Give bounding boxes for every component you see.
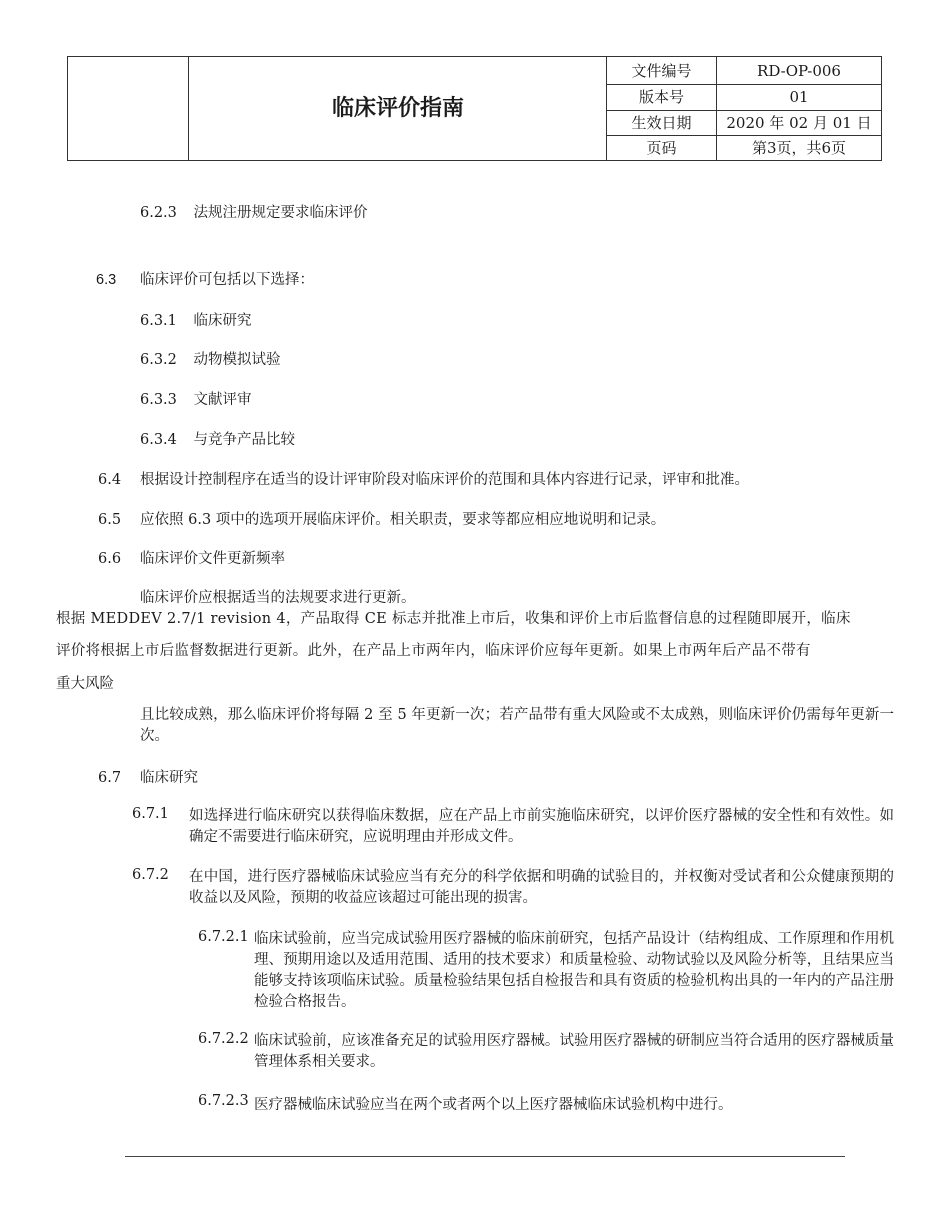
paragraph: 临床评价应根据适当的法规要求进行更新。 [140,590,416,606]
section-number: 6.6 [98,551,122,567]
header-divider [188,57,189,160]
paragraph-line: 根据 MEDDEV 2.7/1 revision 4，产品取得 CE 标志并批准上市后，收集和评价上市后监督信息的过程随即展开，临床 [56,611,851,627]
section-heading: 与竞争产品比较 [193,432,296,448]
section-heading: 法规注册规定要求临床评价 [193,205,368,221]
section-heading: 临床研究 [140,770,198,786]
section-text: 医疗器械临床试验应当在两个或者两个以上医疗器械临床试验机构中进行。 [254,1097,733,1113]
section-number: 6.3.2 [140,352,177,368]
section-number: 6.5 [98,512,122,528]
section-heading: 临床评价可包括以下选择： [140,272,314,288]
section-6-6 [98,547,285,568]
section-heading: 临床评价文件更新频率 [140,551,285,567]
section-6-3-4 [140,428,295,449]
section-6-5 [98,508,665,529]
paragraph: 且比较成熟，那么临床评价将每隔 2 至 5 年更新一次；若产品带有重大风险或不太成熟，则临床评价仍需每年更新一次。 [140,707,894,744]
section-heading: 文献评审 [193,392,252,408]
section-number: 6.3 [96,272,117,288]
section-6-3 [96,268,314,289]
footer-rule [125,1156,845,1157]
document-header-table [67,56,882,161]
section-6-2-3 [140,201,368,222]
section-number: 6.3.4 [140,432,177,448]
section-text: 临床试验前，应当完成试验用医疗器械的临床前研究，包括产品设计（结构组成、工作原理和作用机理、预期用途以及适用范围、适用的技术要求）和质量检验、动物试验以及风险分析等，且结果应当能够支持该项临床试验。质量检验结果包括自检报告和具有资质的检验机构出具的一年内的产品注册检验合格报告。 [254,931,894,1010]
section-heading: 临床研究 [193,313,252,329]
section-number: 6.7 [98,770,122,786]
section-number: 6.3.3 [140,392,177,408]
section-text: 根据设计控制程序在适当的设计评审阶段对临床评价的范围和具体内容进行记录，评审和批准。 [140,472,749,488]
version-label: 版本号 [638,88,684,106]
effective-date-value: 2020 年 02 月 01 日 [726,114,872,132]
section-heading: 动物模拟试验 [193,352,281,368]
document-title: 临床评价指南 [331,96,464,121]
section-text: 临床试验前，应该准备充足的试验用医疗器械。试验用医疗器械的研制应当符合适用的医疗器械质量管理体系相关要求。 [254,1033,894,1070]
paragraph-line: 评价将根据上市后监督数据进行更新。此外，在产品上市两年内，临床评价应每年更新。如果上市两年后产品不带有 [56,643,811,659]
section-number: 6.7.1 [132,806,169,822]
section-6-3-3 [140,388,252,409]
section-number: 6.3.1 [140,313,177,329]
section-number: 6.4 [98,472,122,488]
section-number: 6.7.2.3 [198,1093,249,1109]
section-6-7 [98,766,198,787]
page-value: 第3页，共6页 [751,139,847,157]
doc-number-label: 文件编号 [631,62,692,80]
page-label: 页码 [646,139,677,157]
version-value: 01 [789,88,809,106]
section-6-4 [98,468,749,489]
section-6-3-1 [140,309,252,330]
section-number: 6.7.2.2 [198,1031,249,1047]
effective-date-label: 生效日期 [631,114,692,132]
section-text: 如选择进行临床研究以获得临床数据，应在产品上市前实施临床研究，以评价医疗器械的安全性和有效性。如确定不需要进行临床研究，应说明理由并形成文件。 [189,808,894,845]
doc-number-value: RD-OP-006 [757,62,841,80]
section-text: 在中国，进行医疗器械临床试验应当有充分的科学依据和明确的试验目的，并权衡对受试者和公众健康预期的收益以及风险，预期的收益应该超过可能出现的损害。 [189,869,894,906]
section-text: 应依照 6.3 项中的选项开展临床评价。相关职责，要求等都应相应地说明和记录。 [140,512,666,528]
section-6-3-2 [140,348,281,369]
section-number: 6.7.2.1 [198,929,249,945]
section-number: 6.7.2 [132,867,169,883]
section-number: 6.2.3 [140,205,177,221]
paragraph-line: 重大风险 [56,676,114,692]
